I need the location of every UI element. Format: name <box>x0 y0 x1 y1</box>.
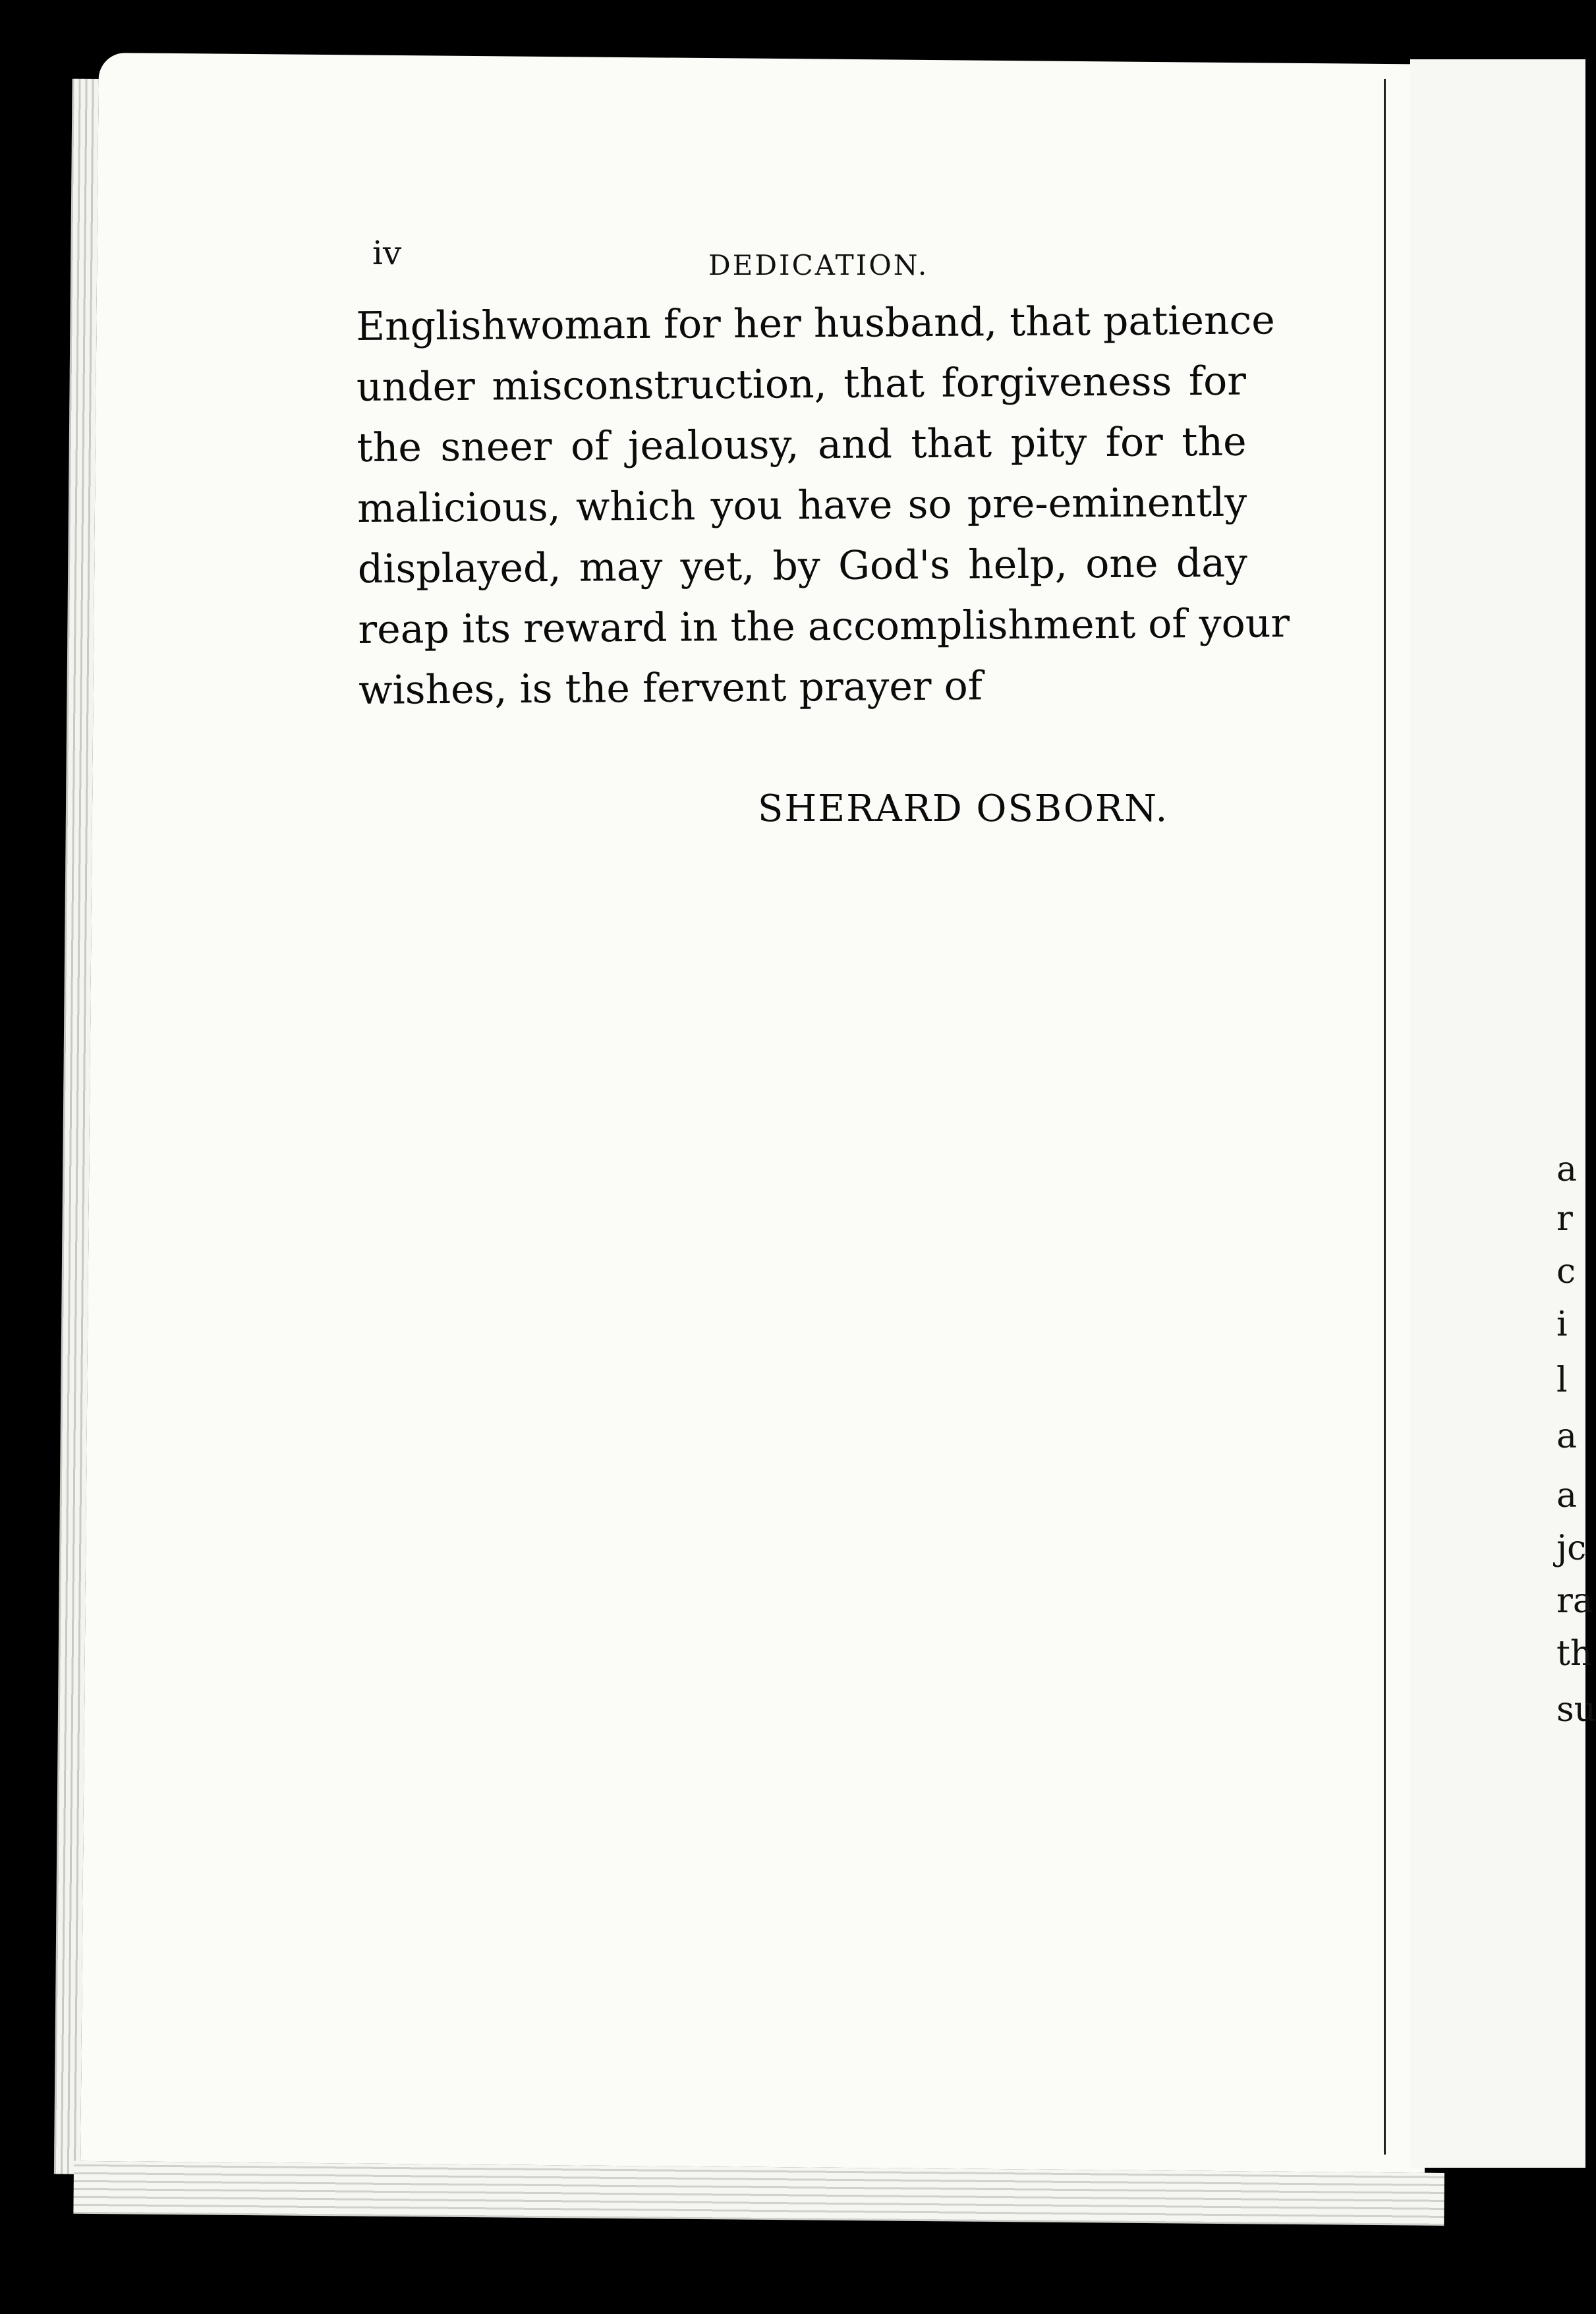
page-number: iv <box>372 234 402 272</box>
running-head: DEDICATION. <box>708 249 929 281</box>
dedication-text <box>356 291 1290 721</box>
facing-page-fragment: th <box>1556 1634 1593 1674</box>
text-line: reap its reward in the accomplishment of your <box>358 600 1290 653</box>
facing-page-fragment: r <box>1556 1199 1573 1239</box>
text-line: wishes, is the fervent prayer of <box>358 663 983 714</box>
facing-page-fragment: a <box>1556 1476 1578 1515</box>
page-edge-line <box>1384 79 1386 2155</box>
text-line: under misconstruction, that forgiveness for <box>356 358 1247 410</box>
text-line: displayed, may yet, by God's help, one day <box>357 540 1248 592</box>
text-line: Englishwoman for her husband, that patience <box>356 297 1275 350</box>
facing-page-fragment: i <box>1556 1305 1568 1344</box>
signature: SHERARD OSBORN. <box>758 787 1169 830</box>
facing-page-fragment: a <box>1556 1150 1578 1189</box>
facing-page-fragment: su <box>1556 1690 1596 1730</box>
facing-page-fragment: l <box>1556 1361 1568 1400</box>
text-line: malicious, which you have so pre-eminently <box>357 479 1247 532</box>
facing-page-fragment: c <box>1556 1252 1576 1291</box>
facing-page-fragment: ra <box>1556 1581 1593 1621</box>
facing-page <box>1410 59 1585 2168</box>
text-line: the sneer of jealousy, and that pity for the <box>356 418 1247 471</box>
facing-page-fragment: jc <box>1556 1529 1587 1568</box>
facing-page-fragment: a <box>1556 1417 1578 1456</box>
